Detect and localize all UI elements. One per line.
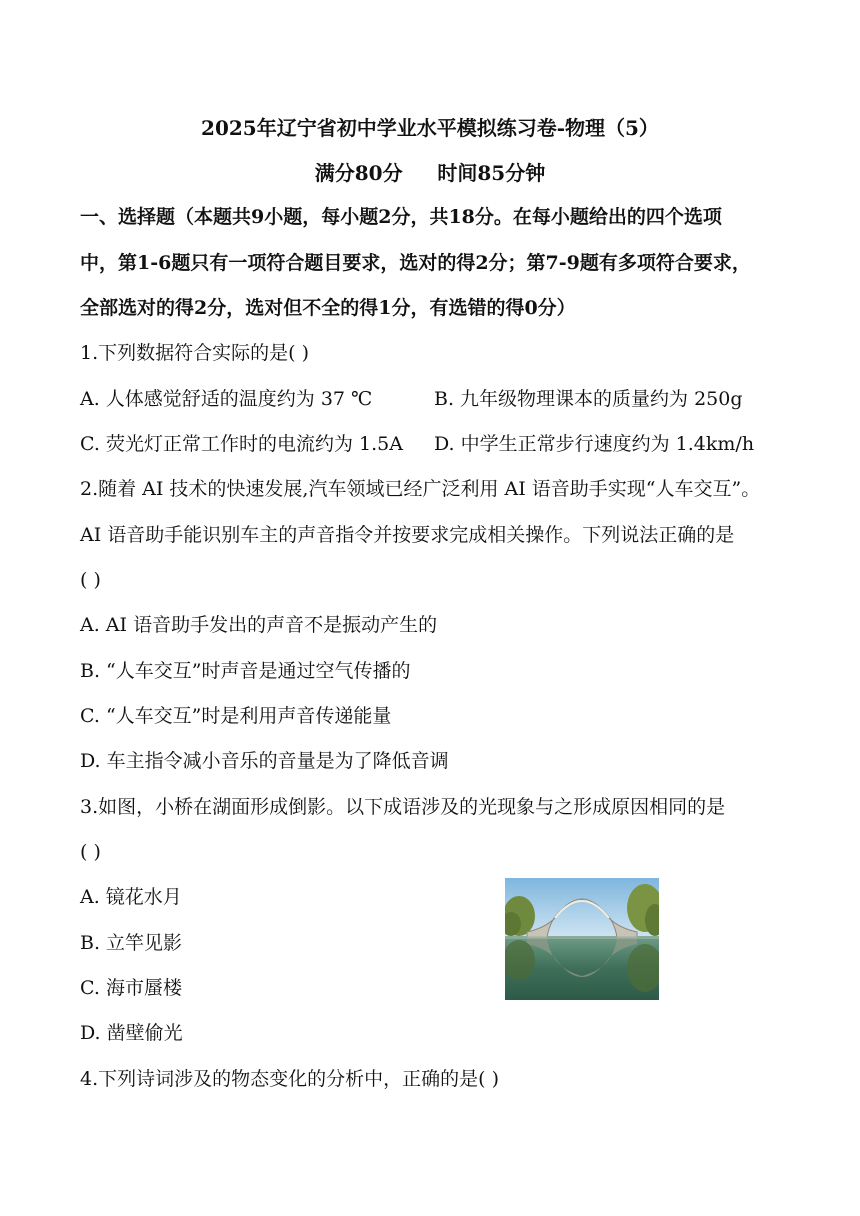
question-2-stem-line-1: 2.随着 AI 技术的快速发展,汽车领域已经广泛利用 AI 语音助手实现“人车交互”。 — [80, 478, 761, 500]
section-instructions-line-1: 一、选择题（本题共9小题，每小题2分，共18分。在每小题给出的四个选项 — [80, 206, 722, 228]
question-1-option-a: A. 人体感觉舒适的温度约为 37 ℃ — [80, 388, 373, 410]
bridge-reflection-photo — [505, 878, 659, 1000]
question-3-stem-line-2: ( ) — [80, 841, 101, 863]
question-4-stem: 4.下列诗词涉及的物态变化的分析中，正确的是( ) — [80, 1068, 499, 1090]
question-3-option-a: A. 镜花水月 — [80, 886, 182, 908]
question-3-option-c: C. 海市蜃楼 — [80, 977, 182, 999]
question-3-stem-line-1: 3.如图，小桥在湖面形成倒影。以下成语涉及的光现象与之形成原因相同的是 — [80, 796, 726, 818]
question-1-stem: 1.下列数据符合实际的是( ) — [80, 342, 309, 364]
section-instructions-line-3: 全部选对的得2分，选对但不全的得1分，有选错的得0分） — [80, 297, 576, 319]
question-1-option-b: B. 九年级物理课本的质量约为 250g — [434, 388, 743, 410]
section-instructions-line-2: 中，第1-6题只有一项符合题目要求，选对的得2分；第7-9题有多项符合要求， — [80, 252, 751, 274]
question-1-option-c: C. 荧光灯正常工作时的电流约为 1.5A — [80, 433, 403, 455]
question-2-stem-line-3: ( ) — [80, 569, 101, 591]
question-2-option-c: C. “人车交互”时是利用声音传递能量 — [80, 705, 392, 727]
question-3-option-b: B. 立竿见影 — [80, 932, 183, 954]
page-title: 2025年辽宁省初中学业水平模拟练习卷-物理（5） — [201, 116, 659, 140]
question-2-option-b: B. “人车交互”时声音是通过空气传播的 — [80, 660, 411, 682]
page-subtitle: 满分80分 时间85分钟 — [314, 161, 546, 185]
question-2-option-d: D. 车主指令减小音乐的音量是为了降低音调 — [80, 750, 449, 772]
question-2-option-a: A. AI 语音助手发出的声音不是振动产生的 — [80, 614, 438, 636]
question-3-option-d: D. 凿壁偷光 — [80, 1022, 183, 1044]
question-2-stem-line-2: AI 语音助手能识别车主的声音指令并按要求完成相关操作。下列说法正确的是 — [80, 524, 735, 546]
question-1-option-d: D. 中学生正常步行速度约为 1.4km/h — [434, 433, 755, 455]
